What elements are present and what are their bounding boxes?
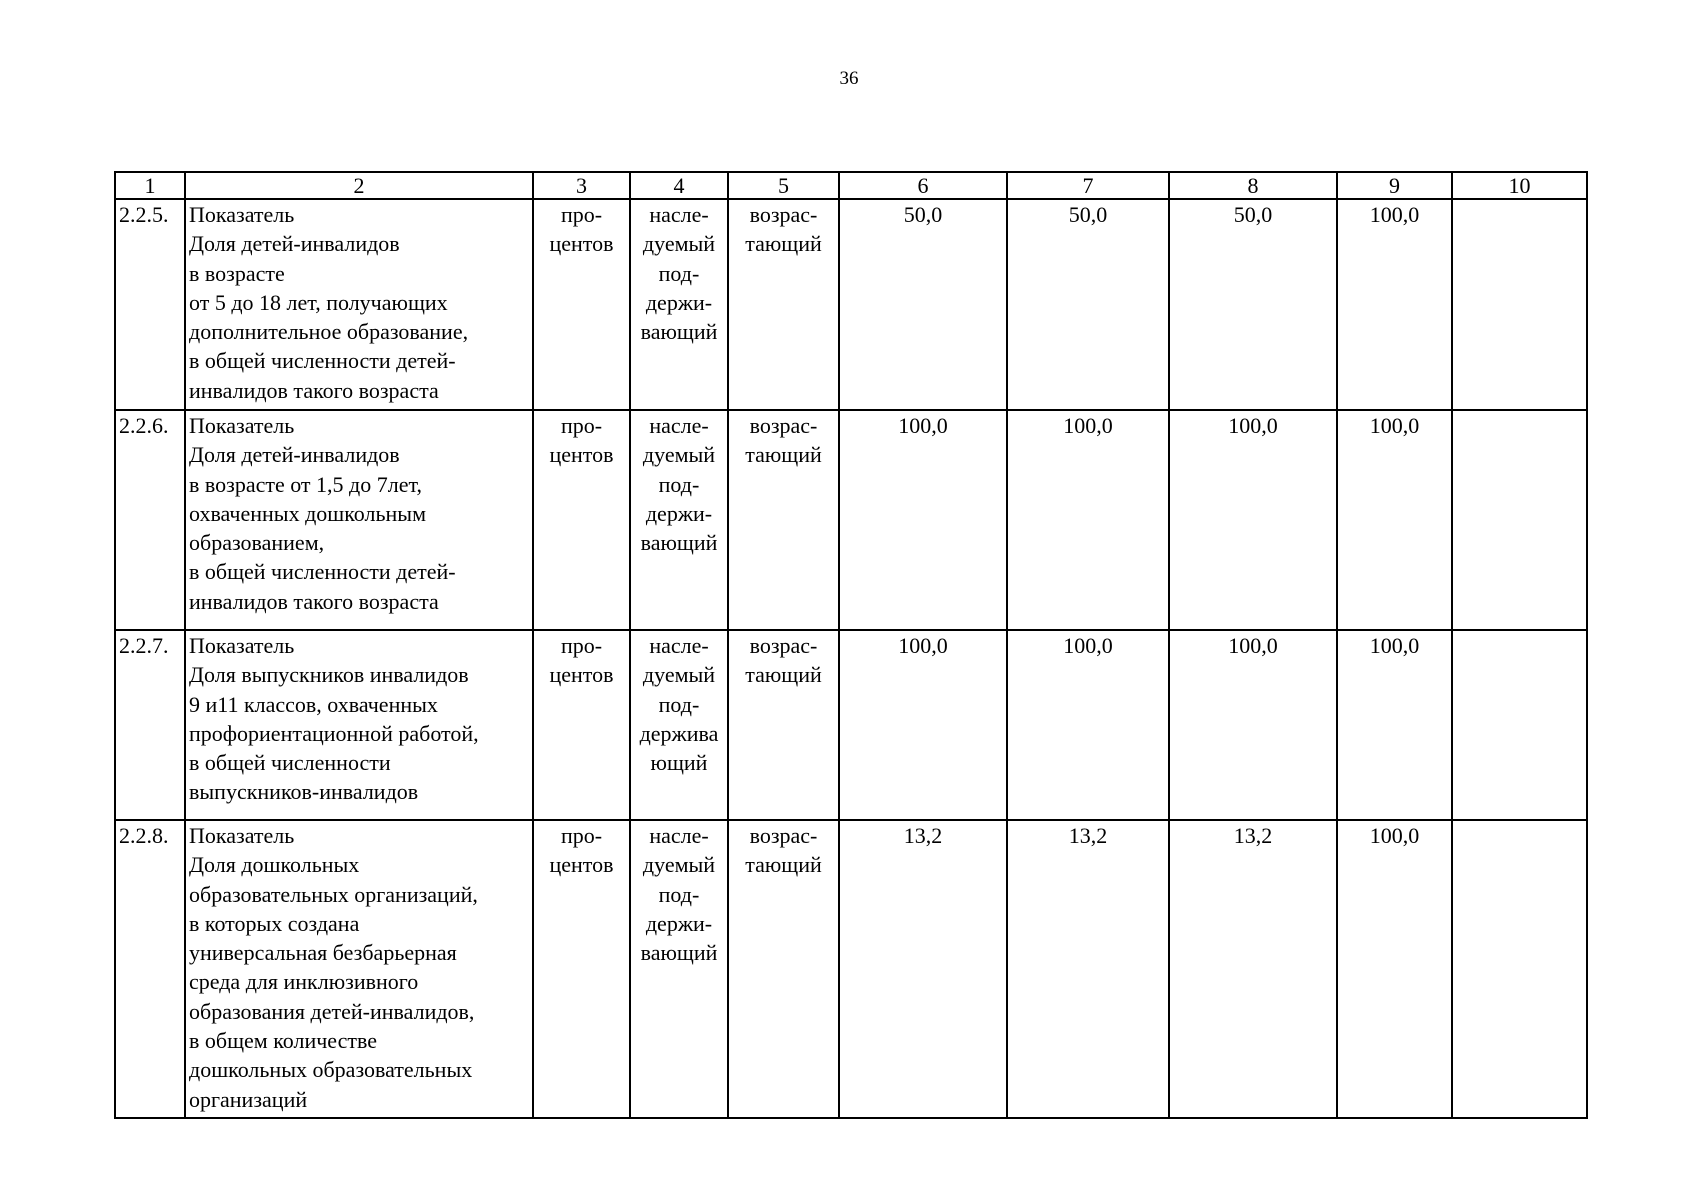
type-line: вающий <box>640 319 718 345</box>
value-cell-10 <box>1452 199 1587 410</box>
type-line: вающий <box>640 940 718 966</box>
indicator-type-cell <box>630 820 728 1118</box>
type-line: дуемый <box>642 231 716 257</box>
value-cell-9 <box>1337 410 1452 630</box>
cell-value: 2.2.6. <box>119 413 169 438</box>
description-line: 9 и11 классов, охваченных <box>189 691 438 717</box>
cell-value: 13,2 <box>1068 823 1108 848</box>
trend-line: тающий <box>745 662 822 688</box>
row-number-cell <box>115 199 185 410</box>
value-cell-6 <box>839 630 1007 820</box>
value-cell-7 <box>1007 820 1169 1118</box>
header-cell: 5 <box>728 172 839 199</box>
description-line: универсальная безбарьерная <box>189 940 457 966</box>
value-cell-10 <box>1452 820 1587 1118</box>
cell-value: 100,0 <box>1369 633 1420 658</box>
value-cell-8 <box>1169 199 1337 410</box>
description-line: дошкольных образовательных <box>189 1057 473 1083</box>
cell-value: 2.2.7. <box>119 633 169 658</box>
description-line: Доля детей-инвалидов <box>189 442 400 468</box>
cell-value: 100,0 <box>898 633 948 658</box>
type-line: ющий <box>650 750 708 776</box>
unit-line: про- <box>560 633 603 658</box>
trend-line: тающий <box>745 231 822 257</box>
description-line: образованием, <box>189 530 325 556</box>
unit-cell <box>533 199 630 410</box>
description-line: охваченных дошкольным <box>189 500 426 526</box>
indicators-table <box>114 171 1588 1119</box>
cell-value: 50,0 <box>1233 202 1273 227</box>
description-line: Показатель <box>189 633 295 658</box>
cell-value: 100,0 <box>1063 413 1113 438</box>
indicator-type-cell <box>630 630 728 820</box>
unit-line: про- <box>560 823 603 848</box>
header-cell: 8 <box>1169 172 1337 199</box>
value-cell-10 <box>1452 410 1587 630</box>
value-cell-6 <box>839 410 1007 630</box>
row-number-cell <box>115 630 185 820</box>
description-line: в возрасте <box>189 260 285 286</box>
unit-line: про- <box>560 413 603 438</box>
table-row <box>115 630 1587 820</box>
type-line: насле- <box>649 413 709 438</box>
header-cell: 6 <box>839 172 1007 199</box>
description-line: организаций <box>189 1086 308 1112</box>
description-line: Доля дошкольных <box>189 852 360 878</box>
description-line: профориентационной работой, <box>189 720 479 746</box>
unit-line: центов <box>549 662 614 688</box>
cell-value: 2.2.5. <box>119 202 169 227</box>
header-cell: 1 <box>115 172 185 199</box>
cell-value: 50,0 <box>1068 202 1108 227</box>
cell-value: 100,0 <box>898 413 948 438</box>
value-cell-9 <box>1337 630 1452 820</box>
type-line: под- <box>658 881 700 907</box>
description-line: Показатель <box>189 202 295 227</box>
value-cell-6 <box>839 199 1007 410</box>
value-cell-9 <box>1337 199 1452 410</box>
description-line: Показатель <box>189 413 295 438</box>
trend-line: тающий <box>745 852 822 878</box>
cell-value: 100,0 <box>1369 413 1420 438</box>
page-number: 36 <box>839 68 859 89</box>
table-row <box>115 820 1587 1118</box>
type-line: под- <box>658 260 700 286</box>
value-cell-8 <box>1169 820 1337 1118</box>
header-cell: 9 <box>1337 172 1452 199</box>
trend-line: возрас- <box>749 633 818 658</box>
cell-value: 100,0 <box>1228 633 1278 658</box>
description-line: образовательных организаций, <box>189 881 478 907</box>
unit-cell <box>533 410 630 630</box>
trend-cell <box>728 630 839 820</box>
description-line: Показатель <box>189 823 295 848</box>
cell-value: 100,0 <box>1228 413 1278 438</box>
type-line: дуемый <box>642 852 716 878</box>
type-line: дуемый <box>642 662 716 688</box>
trend-cell <box>728 820 839 1118</box>
table-row <box>115 199 1587 410</box>
type-line: вающий <box>640 530 718 556</box>
unit-line: центов <box>549 852 614 878</box>
table-header-row <box>115 172 1587 199</box>
type-line: держи- <box>645 500 713 526</box>
row-number-cell <box>115 820 185 1118</box>
description-line: в общем количестве <box>189 1028 378 1054</box>
value-cell-7 <box>1007 199 1169 410</box>
header-cell: 3 <box>533 172 630 199</box>
trend-cell <box>728 199 839 410</box>
header-cell: 7 <box>1007 172 1169 199</box>
description-line: в возрасте от 1,5 до 7лет, <box>189 471 422 497</box>
type-line: держи- <box>645 289 713 315</box>
value-cell-7 <box>1007 630 1169 820</box>
type-line: дуемый <box>642 442 716 468</box>
description-line: среда для инклюзивного <box>189 969 419 995</box>
description-line: выпускников-инвалидов <box>189 779 419 805</box>
description-line: Доля детей-инвалидов <box>189 231 400 257</box>
cell-value: 50,0 <box>903 202 943 227</box>
trend-line: возрас- <box>749 202 818 227</box>
indicator-type-cell <box>630 410 728 630</box>
unit-cell <box>533 820 630 1118</box>
description-line: в общей численности <box>189 750 391 776</box>
value-cell-7 <box>1007 410 1169 630</box>
type-line: насле- <box>649 823 709 848</box>
description-line: инвалидов такого возраста <box>189 588 439 614</box>
type-line: держива <box>639 720 719 746</box>
cell-value: 13,2 <box>903 823 943 848</box>
description-line: в которых создана <box>189 910 360 936</box>
indicator-description-cell <box>185 410 533 630</box>
description-line: от 5 до 18 лет, получающих <box>189 289 448 315</box>
indicator-description-cell <box>185 630 533 820</box>
description-line: инвалидов такого возраста <box>189 377 439 403</box>
value-cell-6 <box>839 820 1007 1118</box>
unit-line: центов <box>549 231 614 257</box>
type-line: насле- <box>649 202 709 227</box>
description-line: дополнительное образование, <box>189 319 469 345</box>
cell-value: 100,0 <box>1063 633 1113 658</box>
header-cell: 4 <box>630 172 728 199</box>
trend-cell <box>728 410 839 630</box>
cell-value: 100,0 <box>1369 202 1420 227</box>
type-line: под- <box>658 471 700 497</box>
description-line: в общей численности детей- <box>189 559 456 585</box>
trend-line: возрас- <box>749 413 818 438</box>
indicator-description-cell <box>185 199 533 410</box>
trend-line: возрас- <box>749 823 818 848</box>
value-cell-8 <box>1169 630 1337 820</box>
cell-value: 2.2.8. <box>119 823 169 848</box>
cell-value: 100,0 <box>1369 823 1420 848</box>
description-line: образования детей-инвалидов, <box>189 998 475 1024</box>
value-cell-10 <box>1452 630 1587 820</box>
unit-cell <box>533 630 630 820</box>
description-line: Доля выпускников инвалидов <box>189 662 469 688</box>
type-line: под- <box>658 691 700 717</box>
description-line: в общей численности детей- <box>189 348 456 374</box>
value-cell-9 <box>1337 820 1452 1118</box>
value-cell-8 <box>1169 410 1337 630</box>
header-cell: 2 <box>185 172 533 199</box>
table-row <box>115 410 1587 630</box>
unit-line: центов <box>549 442 614 468</box>
indicator-type-cell <box>630 199 728 410</box>
indicator-description-cell <box>185 820 533 1118</box>
cell-value: 13,2 <box>1233 823 1273 848</box>
type-line: держи- <box>645 910 713 936</box>
unit-line: про- <box>560 202 603 227</box>
trend-line: тающий <box>745 442 822 468</box>
type-line: насле- <box>649 633 709 658</box>
row-number-cell <box>115 410 185 630</box>
header-cell: 10 <box>1452 172 1587 199</box>
